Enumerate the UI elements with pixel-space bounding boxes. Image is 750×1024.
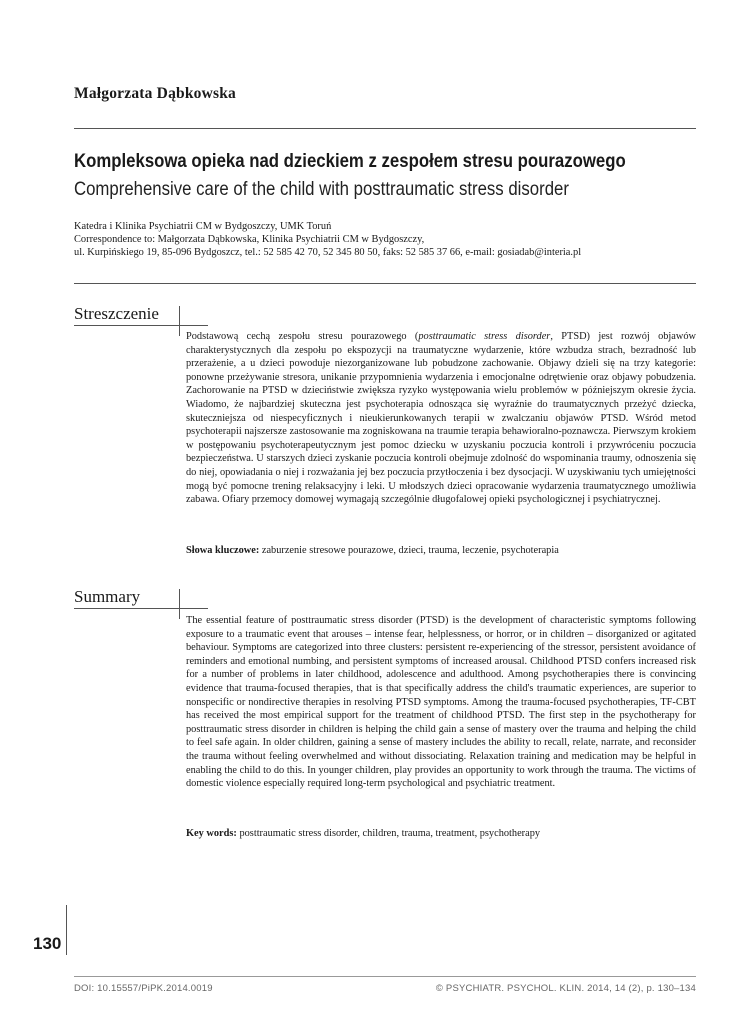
- summary-heading: Summary: [74, 587, 141, 606]
- author-name: Małgorzata Dąbkowska: [74, 85, 237, 102]
- affiliation-line: Katedra i Klinika Psychiatrii CM w Bydgoszczy, UMK Toruń: [74, 221, 332, 232]
- abstract-text-rest: , PTSD) jest rozwój objawów charakterystycznych dla zespołu po ekspozycji na traumatyczne wydarzenie, które wzbudza strach, bezradność lub przerażenie, a u dzieci powoduje niezorganizowane lub pobudzone zachowanie. Objawy dzieli się na trzy kategorie: ponowne przeżywanie stresora, unikanie przypomnienia wydarzenia i emocjonalne odrętwienie oraz objawy pobudzenia. Zachorowanie na PTSD w dzieciństwie zwiększa ryzyko występowania wielu problemów w późniejszym okresie życia. Wiadomo, że najbardziej skuteczna jest psychoterapia odnosząca się wyraźnie do traumatycznych przeżyć dziecka, skuteczniejsza od niespecyficznych i nieukierunkowanych terapii w zwalczaniu objawów PTSD. Wśród metod psychoterapii najszersze zastosowanie ma zogniskowana na traumie terapia behawioralno-poznawcza. Pierwszym krokiem w postępowaniu psychoterapeutycznym jest pomoc dziecku w uzyskaniu poczucia kontroli i przywróceniu poczucia bezpieczeństwa. U starszych dzieci zyskanie poczucia kontroli obejmuje zdolność do wspominania traumy, odnoszenia się do niej, opowiadania o niej i rozważania jej bez poczucia przytłoczenia i bez dysocjacji. W uzyskiwaniu tych umiejętności mogą być pomocne trening relaksacyjny i leki. U młodszych dzieci opracowanie wydarzenia traumatycznego umożliwia zabawa. Ofiary przemocy domowej wymagają szczególnie długofalowej opieki psychologicznej i psychiatrycznej.: [186, 331, 696, 506]
- keywords-list: zaburzenie stresowe pourazowe, dzieci, trauma, leczenie, psychoterapia: [259, 545, 559, 556]
- article-title-english: Comprehensive care of the child with posttraumatic stress disorder: [74, 178, 569, 200]
- page-number-rule: [66, 905, 67, 955]
- summary-abstract: [186, 614, 696, 791]
- abstract-italic-term: posttraumatic stress disorder: [418, 331, 551, 342]
- streszczenie-keywords: [186, 545, 696, 556]
- streszczenie-heading: Streszczenie: [74, 304, 159, 323]
- footer-rule: [74, 976, 696, 977]
- summary-heading-rule: [74, 608, 208, 609]
- header-rule: [74, 128, 696, 129]
- keywords-list: posttraumatic stress disorder, children, trauma, treatment, psychotherapy: [236, 828, 541, 839]
- summary-text: The essential feature of posttraumatic stress disorder (PTSD) is the development of characteristic symptoms following exposure to a traumatic event that arouses – intense fear, helplessness, or horror, or in children – disorganized or agitated behaviour. Symptoms are categorized into three clusters: persistent re-experiencing of the stressor, persistent avoidance of reminders and emotional numbing, and persistent symptoms of increased arousal. Childhood PTSD confers increased risk for a number of problems in later childhood, adolescence and adulthood. Among psychotherapies there is convincing evidence that trauma-focused therapies, that is that specifically address the child's traumatic experiences, are superior to nonspecific or nondirective therapies in resolving PTSD symptoms. Among the trauma-focused psychotherapies, TF-CBT has received the most empirical support for the treatment of childhood PTSD. The first step in the psychotherapy for posttraumatic stress disorder in children is helping the child gain a sense of mastery over the trauma and helping the child to feel safe again. In older children, gaining a sense of mastery includes the ability to recall, relate, narrate, and reconsider the trauma without feeling overwhelmed and without dissociating. Relaxation training and medication may be helpful in enabling the child to do this. In younger children, play provides an opportunity to work through the trauma. The victims of domestic violence especially required long-term psychological and psychiatric treatment.: [186, 615, 696, 790]
- streszczenie-abstract: [186, 330, 696, 507]
- keywords-label: Key words:: [186, 828, 237, 839]
- abstract-text-start: Podstawową cechą zespołu stresu pourazowego (: [186, 331, 419, 342]
- affiliation-rule: [74, 283, 696, 284]
- doi-text: DOI: 10.15557/PiPK.2014.0019: [74, 983, 213, 994]
- streszczenie-heading-rule: [74, 325, 208, 326]
- journal-citation: © PSYCHIATR. PSYCHOL. KLIN. 2014, 14 (2), p. 130–134: [435, 983, 696, 994]
- keywords-label: Słowa kluczowe:: [186, 545, 260, 556]
- address-line: ul. Kurpińskiego 19, 85-096 Bydgoszcz, tel.: 52 585 42 70, 52 345 80 50, faks: 52 585 37 66, e-mail: gosiadab@interia.pl: [74, 247, 582, 258]
- streszczenie-divider: [179, 306, 180, 336]
- summary-divider: [179, 589, 180, 619]
- summary-keywords: [186, 828, 696, 839]
- correspondence-line: Correspondence to: Małgorzata Dąbkowska, Klinika Psychiatrii CM w Bydgoszczy,: [74, 234, 425, 245]
- page-number: 130: [33, 934, 62, 953]
- article-title-polish: Kompleksowa opieka nad dzieckiem z zespołem stresu pourazowego: [74, 150, 626, 172]
